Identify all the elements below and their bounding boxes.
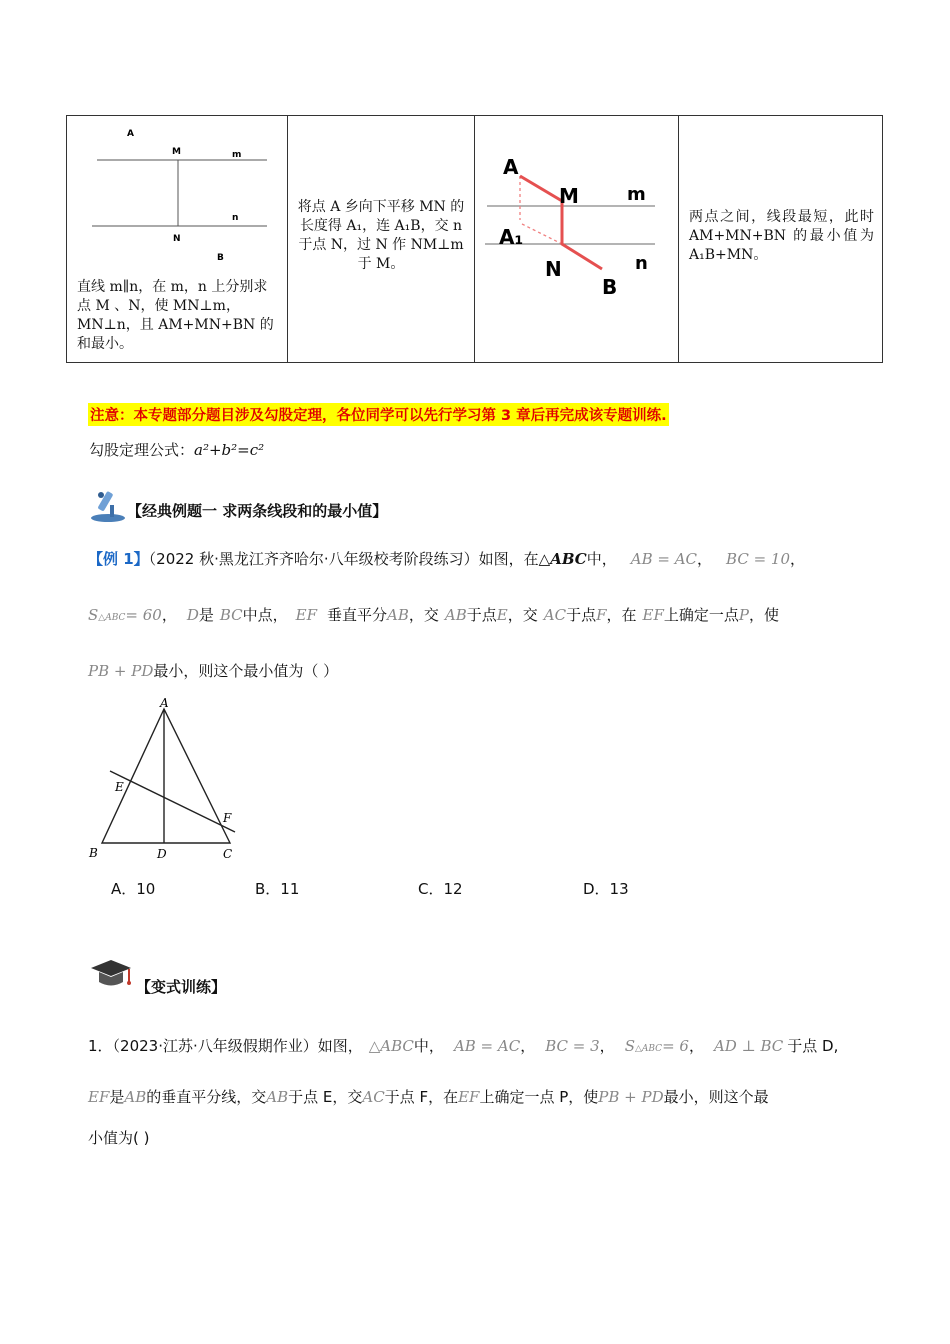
determine: 上确定一点	[663, 606, 739, 624]
graduation-cap-icon	[89, 958, 133, 994]
q1-l2c: 于点 E，交	[288, 1088, 363, 1106]
table-cell-conclusion	[679, 116, 883, 363]
label-a: A	[503, 155, 519, 179]
q1-zhong: 中，	[413, 1037, 444, 1055]
problem-text: 直线 m∥n，在 m，n 上分别求点 M 、N，使 MN⊥m，MN⊥n，且 AM+MN+BN 的和最小。	[77, 279, 274, 352]
q1-l2e: 上确定一点 P，使	[479, 1088, 599, 1106]
label-n-point: N	[173, 234, 181, 244]
q1-l2f: 最小，则这个最	[663, 1088, 769, 1106]
pythagoras-label: 勾股定理公式：	[89, 441, 195, 459]
condition-ab-ac: AB = AC	[630, 550, 698, 568]
example-1-tag: 【例 1】	[88, 550, 149, 568]
q1-l2d: 于点 F，在	[384, 1088, 459, 1106]
seg-ef-2: EF	[642, 606, 664, 624]
method-figure	[475, 116, 678, 362]
q1-sep2: ，	[599, 1037, 615, 1055]
fig-label-f: F	[223, 811, 232, 825]
a1n-dash	[522, 224, 562, 244]
label-m-point: M	[172, 147, 181, 157]
question-rest: 最小，则这个最小值为（ ）	[153, 662, 339, 680]
point-f: F	[596, 606, 607, 624]
section-1-title: 【经典例题一 求两条线段和的最小值】	[127, 502, 388, 520]
point-d: D	[186, 606, 199, 624]
area-sub: △ABC	[98, 613, 126, 623]
pythagoras-formula: a²+b²=c²	[194, 441, 265, 459]
q1-cond-ad-bc: AD ⊥ BC	[713, 1037, 784, 1055]
label-b: B	[217, 253, 224, 263]
fig-label-e: E	[115, 780, 124, 794]
conclusion-text: 两点之间，线段最短，此时 AM+MN+BN 的最小值为 A₁B+MN。	[689, 209, 874, 263]
midpoint: 中点，	[242, 606, 288, 624]
seg-ac: AC	[543, 606, 567, 624]
jiao: ，交	[408, 606, 439, 624]
q1-source: （2023·江苏·八年级假期作业）如图，	[112, 1037, 363, 1055]
q1-area-val: = 6	[662, 1037, 689, 1055]
pythagoras-line	[89, 439, 264, 460]
perp-text: 垂直平分	[327, 606, 388, 624]
label-n-line: n	[232, 213, 239, 223]
seg-ab: AB	[387, 606, 409, 624]
example-1-line-1	[88, 548, 805, 569]
q1-area-sub: △ABC	[634, 1044, 663, 1054]
q1-area-s: S	[624, 1037, 635, 1055]
q1-tail1: 于点 D,	[787, 1037, 839, 1055]
label-b: B	[602, 275, 618, 299]
area-val: = 60	[125, 606, 162, 624]
q1-sep1: ，	[520, 1037, 536, 1055]
q1-cond-bc: BC = 3	[545, 1037, 600, 1055]
triangle-abc: △ABC	[538, 550, 587, 568]
option-d[interactable]: D．13	[583, 880, 629, 898]
sep: ，	[161, 606, 177, 624]
point-e: E	[496, 606, 508, 624]
option-c[interactable]: C．12	[418, 880, 463, 898]
q1-number: 1．	[88, 1037, 113, 1055]
fig-label-c: C	[223, 847, 233, 861]
q1-line-3: 小值为( )	[88, 1129, 150, 1147]
table-cell-figure	[475, 116, 679, 363]
fig-label-b: B	[89, 846, 98, 860]
table-cell-problem	[67, 116, 288, 363]
note-banner: 注意：本专题部分题目涉及勾股定理，各位同学可以先行学习第 3 章后再完成该专题训练.	[88, 403, 669, 426]
q1-ef: EF	[88, 1088, 110, 1106]
yudian: 于点	[466, 606, 497, 624]
expr-pb-pd: PB + PD	[88, 662, 154, 680]
triangle-figure	[85, 695, 245, 865]
section-2-title: 【变式训练】	[136, 978, 227, 996]
point-p: P	[738, 606, 749, 624]
line-ef	[110, 771, 235, 832]
fig-label-d: D	[157, 847, 167, 861]
label-n-point: N	[545, 257, 562, 281]
condition-bc: BC = 10	[726, 550, 791, 568]
label-m-line: m	[232, 150, 242, 160]
q1-l2b: 的垂直平分线，交	[146, 1088, 267, 1106]
q1-line-1	[88, 1035, 838, 1056]
comma2: ，	[790, 550, 806, 568]
q1-ab2: AB	[266, 1088, 289, 1106]
label-m-point: M	[559, 184, 579, 208]
label-m-line: m	[627, 184, 646, 205]
label-n-line: n	[635, 253, 648, 274]
seg-ef: EF	[295, 606, 318, 624]
q1-ab: AB	[124, 1088, 147, 1106]
q1-triangle: △ABC	[368, 1037, 414, 1055]
q1-l2a: 是	[109, 1088, 125, 1106]
method-table	[66, 115, 883, 363]
q1-sep3: ，	[688, 1037, 704, 1055]
yudian2: 于点	[566, 606, 597, 624]
q1-expr: PB + PD	[598, 1088, 664, 1106]
problem-figure	[67, 116, 287, 266]
label-a: A	[127, 129, 134, 139]
shi: 是	[198, 606, 214, 624]
option-b[interactable]: B．11	[255, 880, 300, 898]
example-1-line-3	[88, 660, 338, 681]
q1-ac: AC	[362, 1088, 385, 1106]
example-1-source: （2022 秋·黑龙江齐齐哈尔·八年级校考阶段练习）如图，在	[148, 550, 539, 568]
jiao2: ，交	[507, 606, 538, 624]
table-cell-method	[288, 116, 475, 363]
shi2: ，使	[749, 606, 780, 624]
example-1-line-2	[88, 604, 779, 625]
q1-line-2	[88, 1086, 769, 1107]
fig-label-a: A	[160, 696, 169, 710]
zhong-text: 中，	[586, 550, 617, 568]
label-a1: A₁	[499, 225, 524, 249]
microscope-icon	[88, 487, 128, 523]
area-s: S	[88, 606, 99, 624]
q1-ef2: EF	[458, 1088, 480, 1106]
option-a[interactable]: A．10	[111, 880, 156, 898]
seg-bc: BC	[219, 606, 243, 624]
seg-ab-2: AB	[444, 606, 467, 624]
method-text: 将点 A 乡向下平移 MN 的长度得 A₁，连 A₁B，交 n 于点 N，过 N 作 NM⊥m 于 M。	[297, 199, 465, 272]
q1-cond-ab-ac: AB = AC	[453, 1037, 521, 1055]
zai: ，在	[606, 606, 637, 624]
comma: ，	[697, 550, 713, 568]
